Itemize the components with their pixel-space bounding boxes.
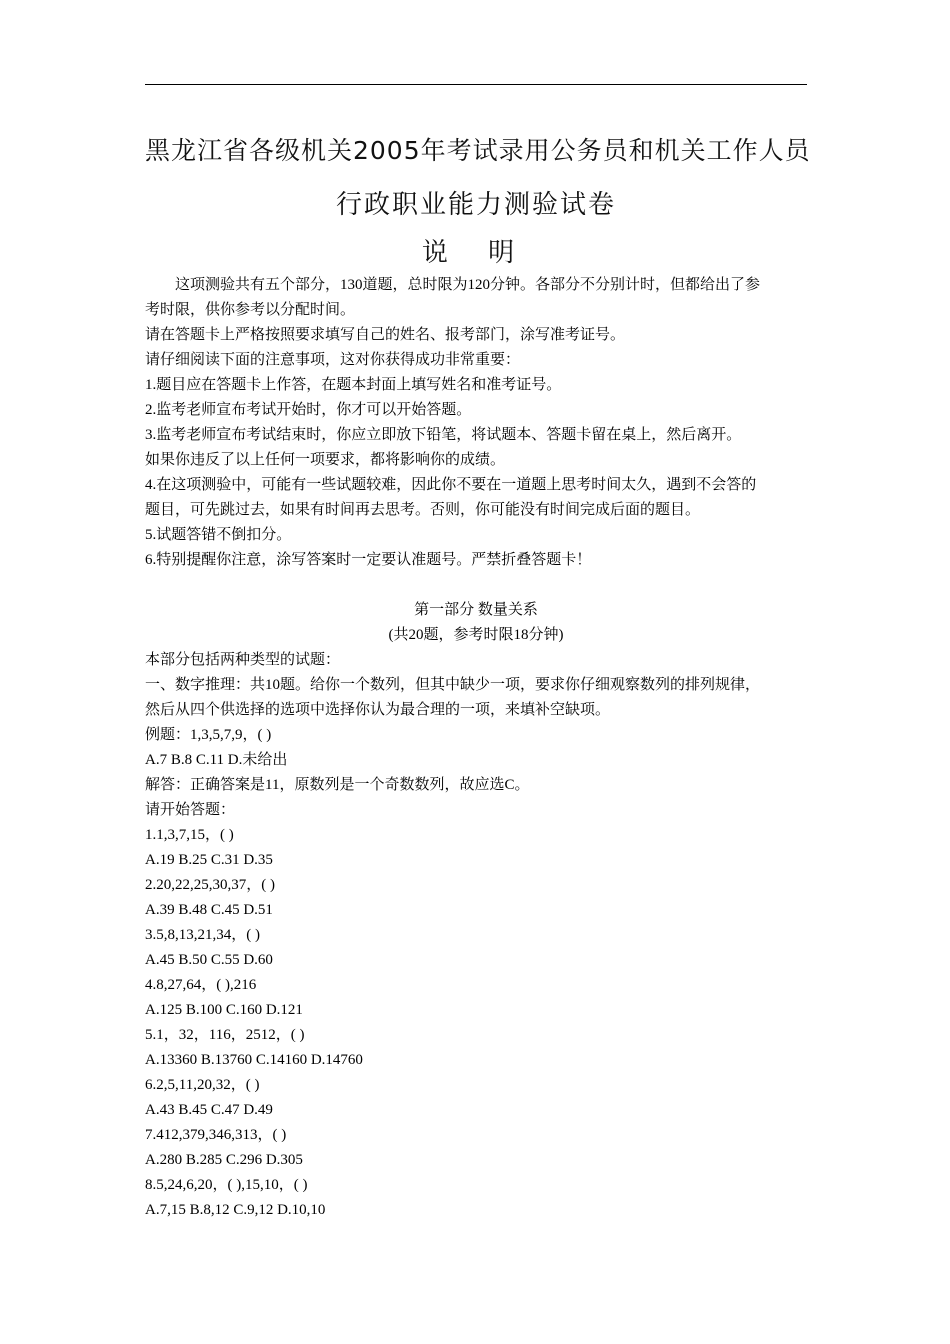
instruction-line: 请仔细阅读下面的注意事项，这对你获得成功非常重要： (145, 352, 521, 368)
instruction-line: 2.监考老师宣布考试开始时，你才可以开始答题。 (145, 402, 472, 418)
instruction-line: 4.在这项测验中，可能有一些试题较难，因此你不要在一道题上思考时间太久，遇到不会答的 (145, 477, 757, 493)
instruction-line: 题目，可先跳过去，如果有时间再去思考。否则，你可能没有时间完成后面的题目。 (145, 502, 701, 518)
section-intro-line: 本部分包括两种类型的试题： (145, 652, 341, 668)
instructions-heading: 说 明 (421, 238, 531, 268)
header-rule (145, 84, 807, 85)
question-stem: 6.2,5,11,20,32，( ) (145, 1077, 260, 1093)
question-options: A.39 B.48 C.45 D.51 (145, 902, 273, 918)
start-prompt: 请开始答题： (145, 802, 236, 818)
document-body (145, 273, 807, 1223)
exam-title: 黑龙江省各级机关2005年考试录用公务员和机关工作人员 (145, 136, 811, 165)
question-stem: 5.1，32，116，2512，( ) (145, 1027, 305, 1043)
instruction-line: 5.试题答错不倒扣分。 (145, 527, 292, 543)
example-options: A.7 B.8 C.11 D.未给出 (145, 752, 288, 768)
question-stem: 8.5,24,6,20，( ),15,10，( ) (145, 1177, 308, 1193)
question-options: A.19 B.25 C.31 D.35 (145, 852, 273, 868)
question-options: A.280 B.285 C.296 D.305 (145, 1152, 303, 1168)
instruction-line: 如果你违反了以上任何一项要求，都将影响你的成绩。 (145, 452, 506, 468)
question-stem: 1.1,3,7,15，( ) (145, 827, 234, 843)
instruction-line: 1.题目应在答题卡上作答，在题本封面上填写姓名和准考证号。 (145, 377, 562, 393)
question-stem: 7.412,379,346,313，( ) (145, 1127, 287, 1143)
section-spacer (145, 573, 807, 598)
section-intro-line: 一、数字推理：共10题。给你一个数列，但其中缺少一项，要求你仔细观察数列的排列规律， (145, 677, 761, 693)
instruction-line: 这项测验共有五个部分，130道题，总时限为120分钟。各部分不分别计时，但都给出了参 (175, 277, 761, 293)
instruction-line: 考时限，供你参考以分配时间。 (145, 302, 356, 318)
question-options: A.125 B.100 C.160 D.121 (145, 1002, 303, 1018)
question-stem: 2.20,22,25,30,37，( ) (145, 877, 275, 893)
example-answer: 解答：正确答案是11，原数列是一个奇数数列，故应选C。 (145, 777, 530, 793)
section-intro-line: 然后从四个供选择的选项中选择你认为最合理的一项，来填补空缺项。 (145, 702, 611, 718)
exam-subtitle: 行政职业能力测验试卷 (335, 190, 616, 220)
question-options: A.43 B.45 C.47 D.49 (145, 1102, 273, 1118)
question-options: A.7,15 B.8,12 C.9,12 D.10,10 (145, 1202, 326, 1218)
instruction-line: 6.特别提醒你注意，涂写答案时一定要认准题号。严禁折叠答题卡！ (145, 552, 592, 568)
instruction-line: 3.监考老师宣布考试结束时，你应立即放下铅笔，将试题本、答题卡留在桌上，然后离开。 (145, 427, 742, 443)
question-stem: 4.8,27,64，( ),216 (145, 977, 257, 993)
section-subtitle: (共20题，参考时限18分钟) (388, 627, 564, 643)
instruction-line: 请在答题卡上严格按照要求填写自己的姓名、报考部门，涂写准考证号。 (145, 327, 626, 343)
question-options: A.45 B.50 C.55 D.60 (145, 952, 273, 968)
section-title: 第一部分 数量关系 (414, 602, 538, 618)
question-stem: 3.5,8,13,21,34，( ) (145, 927, 260, 943)
example-question: 例题：1,3,5,7,9，( ) (145, 727, 272, 743)
question-options: A.13360 B.13760 C.14160 D.14760 (145, 1052, 363, 1068)
